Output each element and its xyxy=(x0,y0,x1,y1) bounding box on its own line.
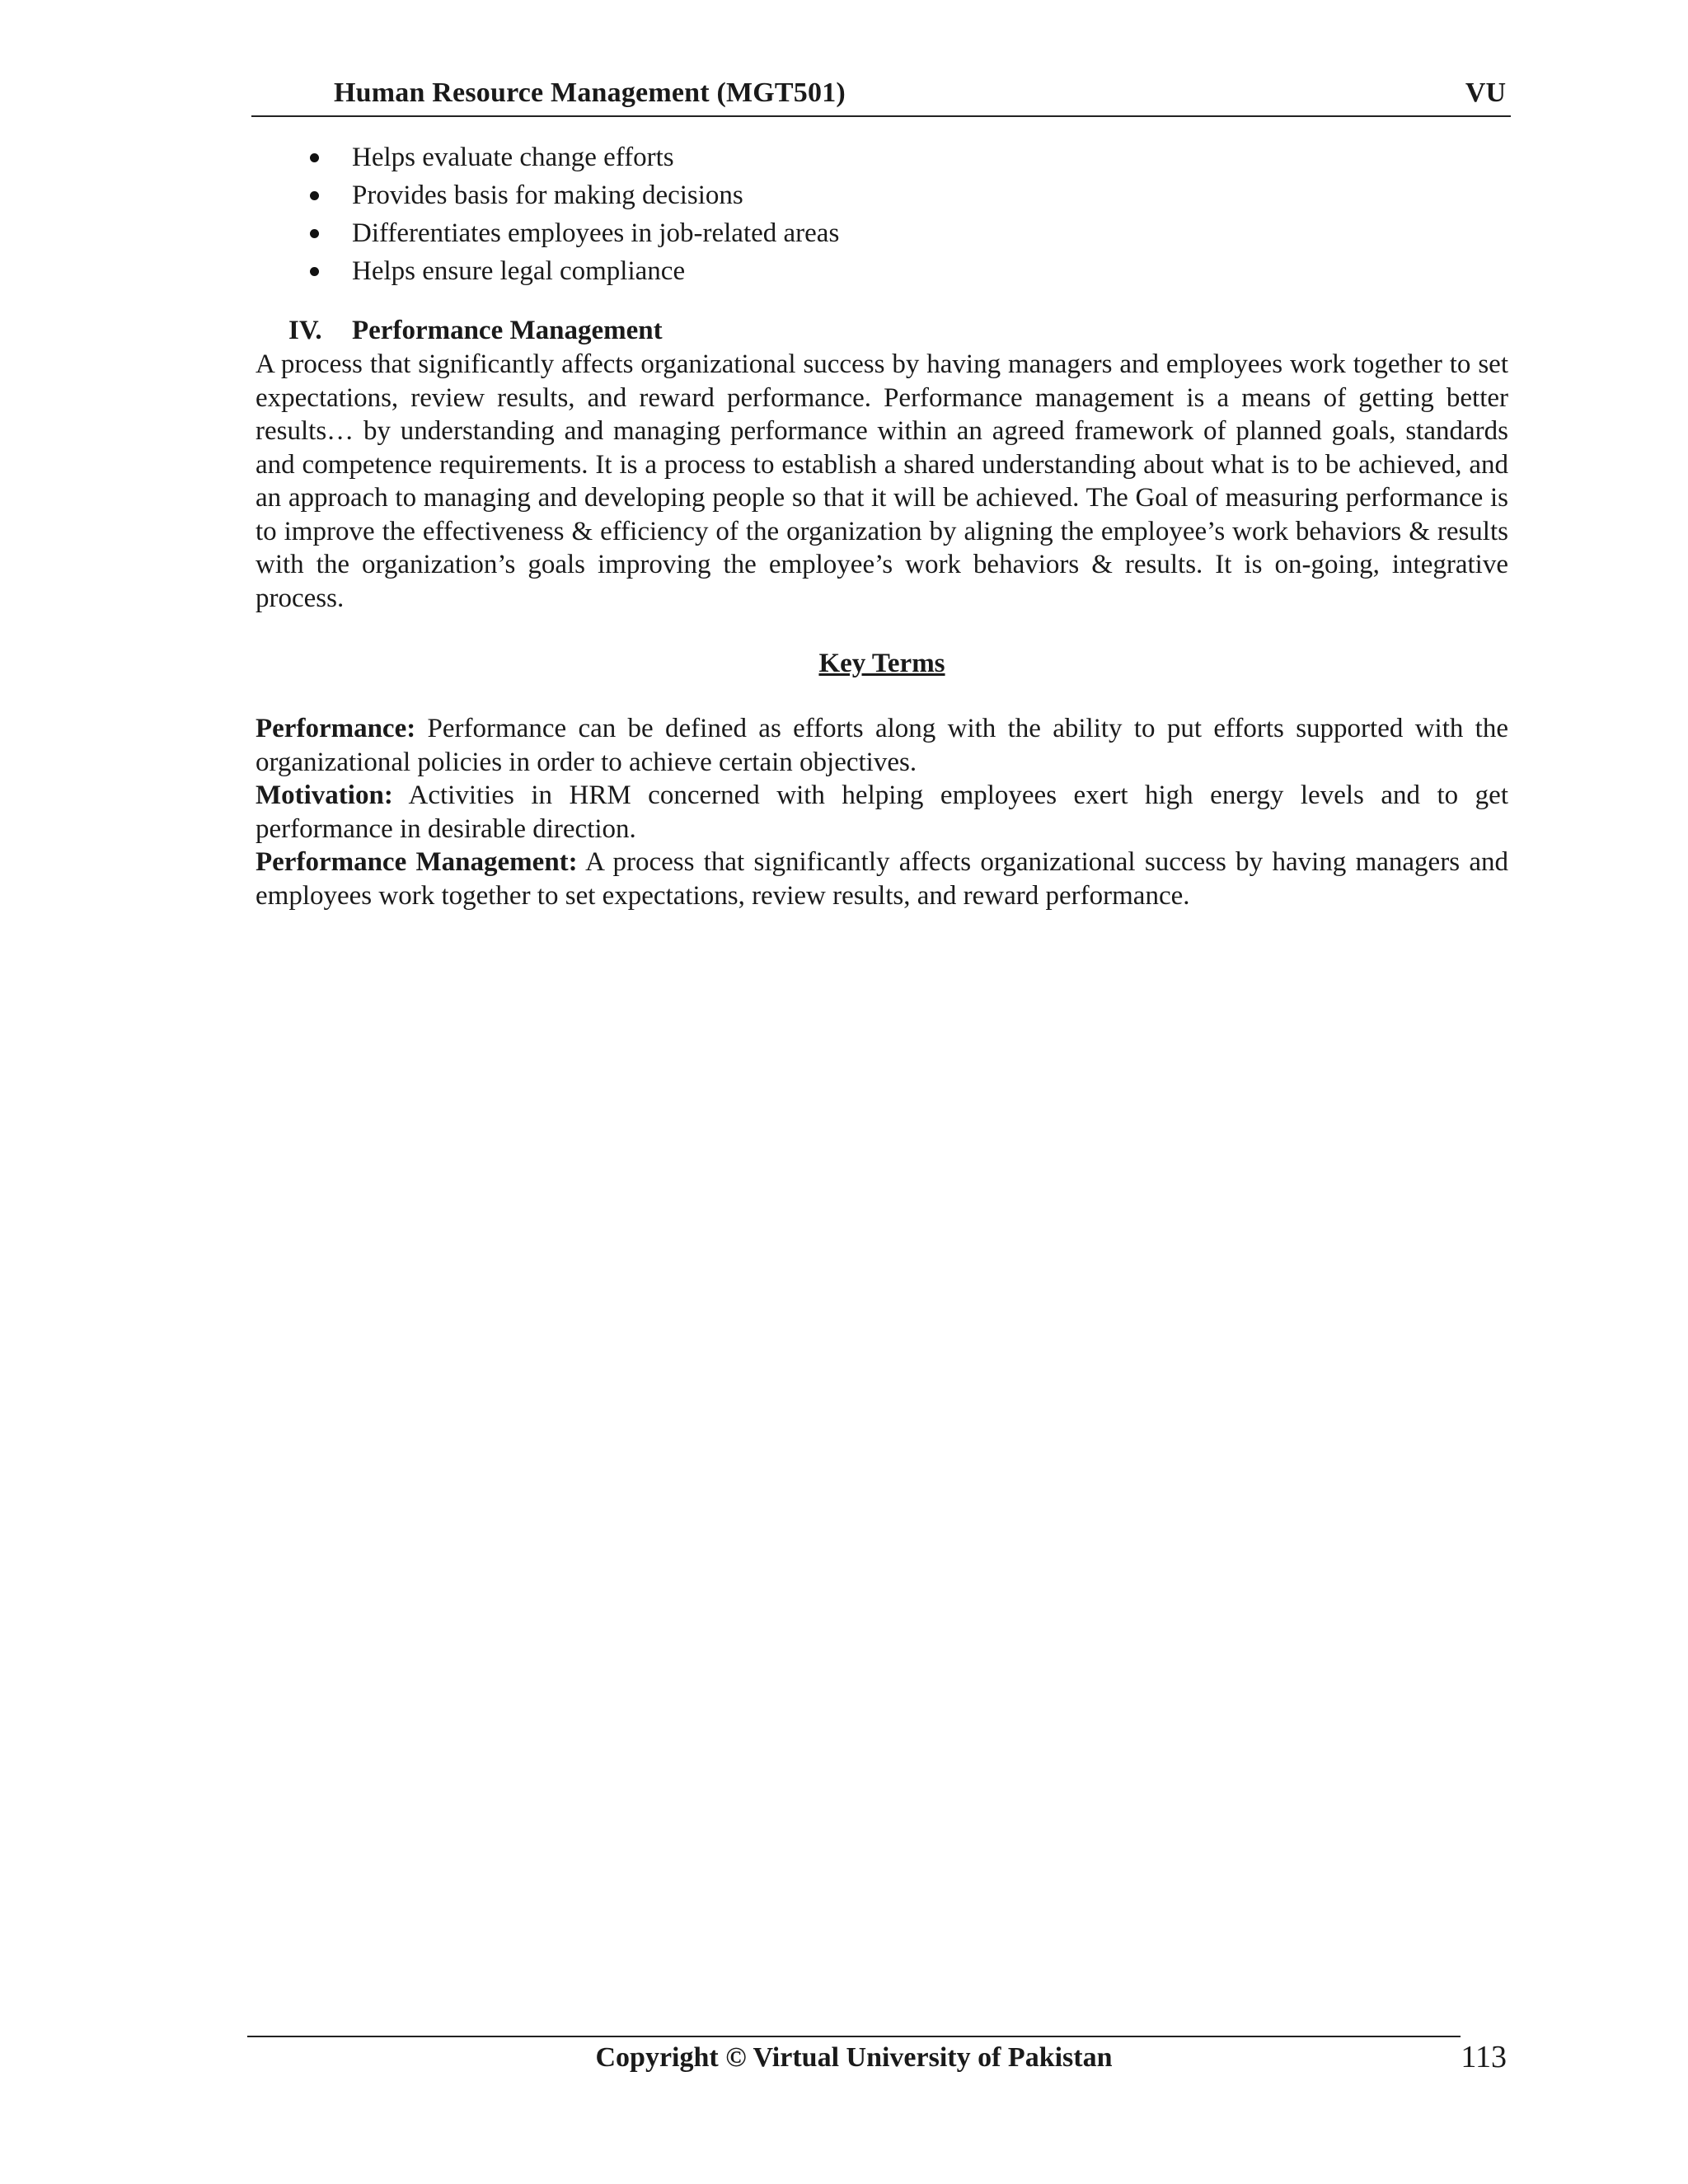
bullet-text: Provides basis for making decisions xyxy=(352,180,743,210)
key-term-item xyxy=(256,846,1508,912)
bullet-icon xyxy=(310,267,319,276)
section-title: Performance Management xyxy=(352,316,663,345)
bullet-item xyxy=(256,214,1508,252)
bullet-icon xyxy=(310,153,319,162)
footer-copyright: Copyright © Virtual University of Pakistan xyxy=(595,2042,1113,2073)
page-number: 113 xyxy=(1461,2040,1507,2074)
institution-short-name: VU xyxy=(1465,77,1506,108)
key-term-item xyxy=(256,779,1508,846)
bullet-text: Differentiates employees in job-related areas xyxy=(352,218,840,248)
key-terms-heading: Key Terms xyxy=(818,649,945,678)
key-term-definition: Performance can be defined as efforts along with the ability to put efforts supported with the organizational policies in order to achieve certain objectives. xyxy=(256,714,1508,777)
key-term-definition: A process that significantly affects organizational success by having managers and employees work together to set expectations, review results, and reward performance. xyxy=(256,847,1508,911)
page-content xyxy=(256,138,1508,912)
page-header xyxy=(251,76,1511,117)
section-body: A process that significantly affects organizational success by having managers and employees work together to set expectations, review results, and reward performance. Performance management is a means of getting better results… by understanding and managing performance within an agreed framework of planned goals, standards and competence requirements. It is a process to establish a shared understanding about what is to be achieved, and an approach to managing and developing people so that it will be achieved. The Goal of measuring performance is to improve the effectiveness & efficiency of the organization by aligning the employee’s work behaviors & results with the organization’s goals improving the employee’s work behaviors & results. It is on-going, integrative process. xyxy=(256,349,1508,613)
bullet-item xyxy=(256,252,1508,290)
bullet-item xyxy=(256,138,1508,176)
bullet-icon xyxy=(310,229,319,238)
section-heading xyxy=(256,313,1508,348)
bullet-text: Helps evaluate change efforts xyxy=(352,143,674,172)
bullet-item xyxy=(256,176,1508,214)
bullet-icon xyxy=(310,191,319,200)
key-term-item xyxy=(256,712,1508,779)
section-number: IV. xyxy=(288,316,322,345)
key-term-name: Performance Management: xyxy=(256,847,578,877)
key-term-name: Performance: xyxy=(256,714,416,743)
bullet-text: Helps ensure legal compliance xyxy=(352,256,686,286)
key-term-name: Motivation: xyxy=(256,780,393,810)
bullet-list xyxy=(256,138,1508,290)
footer-divider xyxy=(247,2036,1461,2037)
key-term-definition: Activities in HRM concerned with helping employees exert high energy levels and to get performance in desirable direction. xyxy=(256,780,1508,844)
course-title: Human Resource Management (MGT501) xyxy=(334,77,846,108)
